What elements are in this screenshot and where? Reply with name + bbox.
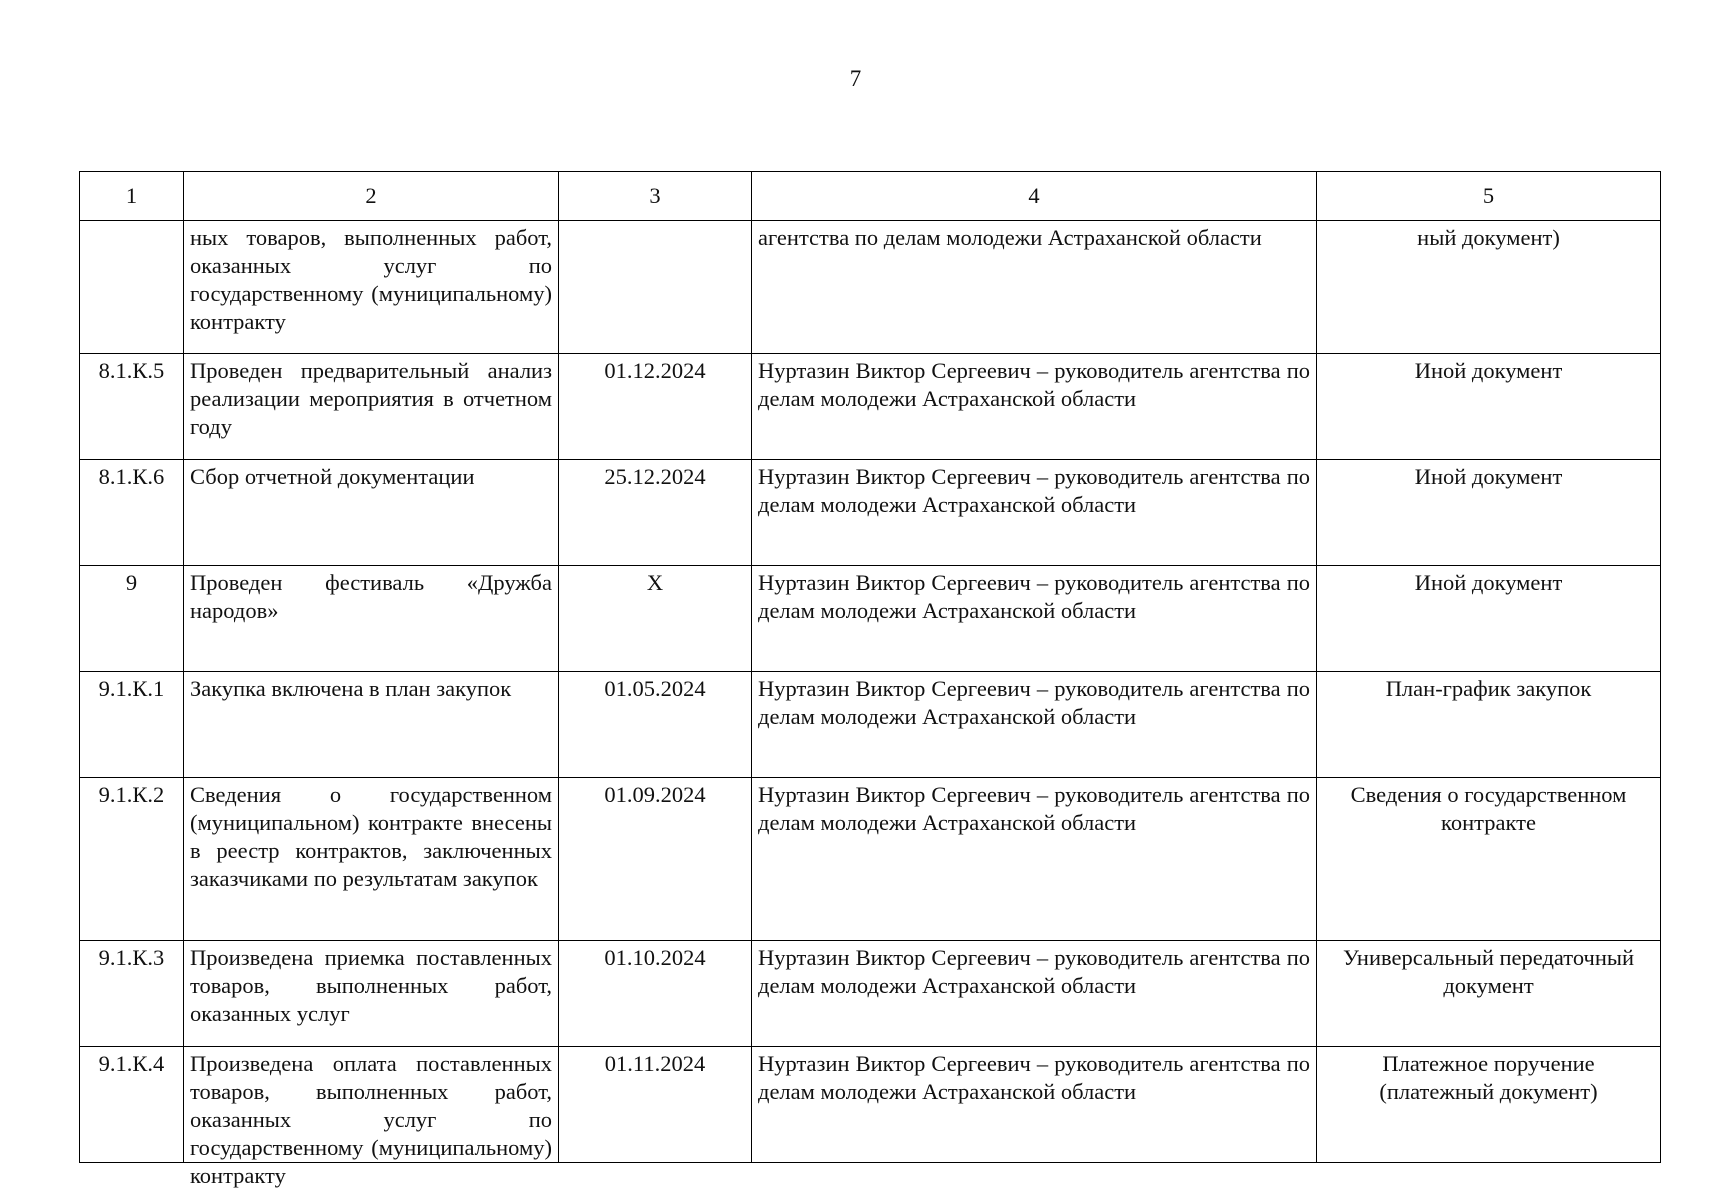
row-number: 8.1.К.5	[80, 354, 184, 460]
table-row	[80, 1047, 1661, 1163]
column-header: 4	[752, 172, 1317, 221]
row-number: 8.1.К.6	[80, 460, 184, 566]
row-date: 01.09.2024	[559, 778, 752, 941]
row-responsible: Нуртазин Виктор Сергеевич – руководитель агентства по делам молодежи Астраханской области	[752, 1047, 1317, 1163]
row-date: 01.11.2024	[559, 1047, 752, 1163]
page-number: 7	[849, 66, 862, 91]
row-document: Сведения о государственном контракте	[1317, 778, 1661, 941]
row-date: X	[559, 566, 752, 672]
row-responsible: Нуртазин Виктор Сергеевич – руководитель агентства по делам молодежи Астраханской области	[752, 460, 1317, 566]
row-number	[80, 221, 184, 354]
row-date: 01.10.2024	[559, 941, 752, 1047]
row-date	[559, 221, 752, 354]
table-row	[80, 778, 1661, 941]
row-number: 9.1.К.1	[80, 672, 184, 778]
row-number: 9	[80, 566, 184, 672]
column-header: 5	[1317, 172, 1661, 221]
column-header: 1	[80, 172, 184, 221]
plan-table	[79, 171, 1661, 1188]
row-date: 25.12.2024	[559, 460, 752, 566]
row-document: Иной документ	[1317, 354, 1661, 460]
row-responsible: Нуртазин Виктор Сергеевич – руководитель агентства по делам молодежи Астраханской области	[752, 941, 1317, 1047]
row-title: Сбор отчетной документации	[184, 460, 559, 566]
row-document: Иной документ	[1317, 460, 1661, 566]
row-date: 01.05.2024	[559, 672, 752, 778]
row-document: Платежное поручение (платежный документ)	[1317, 1047, 1661, 1163]
row-number: 9.1.К.3	[80, 941, 184, 1047]
table-header-row	[80, 172, 1661, 221]
row-document: ный документ)	[1317, 221, 1661, 354]
row-title: Закупка включена в план закупок	[184, 672, 559, 778]
table-row	[80, 460, 1661, 566]
column-header: 3	[559, 172, 752, 221]
row-date: 01.12.2024	[559, 354, 752, 460]
row-number: 9.1.К.2	[80, 778, 184, 941]
row-title: Проведен фестиваль «Дружба народов»	[184, 566, 559, 672]
row-document: План-график закупок	[1317, 672, 1661, 778]
row-responsible: Нуртазин Виктор Сергеевич – руководитель агентства по делам молодежи Астраханской области	[752, 778, 1317, 941]
row-responsible: Нуртазин Виктор Сергеевич – руководитель агентства по делам молодежи Астраханской области	[752, 672, 1317, 778]
row-title: ных товаров, выполненных работ, оказанных услуг по государственному (муниципальному) контракту	[184, 221, 559, 354]
table-row	[80, 354, 1661, 460]
row-number: 9.1.К.4	[80, 1047, 184, 1163]
table-row	[80, 672, 1661, 778]
row-title-text: Произведена оплата поставленных товаров, выполненных работ, оказанных услуг по государственному (муниципальному) контракту	[190, 1051, 552, 1188]
row-document: Универсальный передаточный документ	[1317, 941, 1661, 1047]
table-row	[80, 221, 1661, 354]
row-title: Проведен предварительный анализ реализации мероприятия в отчетном году	[184, 354, 559, 460]
table-row	[80, 941, 1661, 1047]
row-title	[184, 1047, 559, 1188]
row-document: Иной документ	[1317, 566, 1661, 672]
row-responsible: агентства по делам молодежи Астраханской области	[752, 221, 1317, 354]
table-row	[80, 566, 1661, 672]
column-header: 2	[184, 172, 559, 221]
row-responsible: Нуртазин Виктор Сергеевич – руководитель агентства по делам молодежи Астраханской области	[752, 566, 1317, 672]
row-title: Сведения о государственном (муниципальном) контракте внесены в реестр контрактов, заключенных заказчиками по результатам закупок	[184, 778, 559, 941]
row-title: Произведена приемка поставленных товаров, выполненных работ, оказанных услуг	[184, 941, 559, 1047]
row-responsible: Нуртазин Виктор Сергеевич – руководитель агентства по делам молодежи Астраханской области	[752, 354, 1317, 460]
